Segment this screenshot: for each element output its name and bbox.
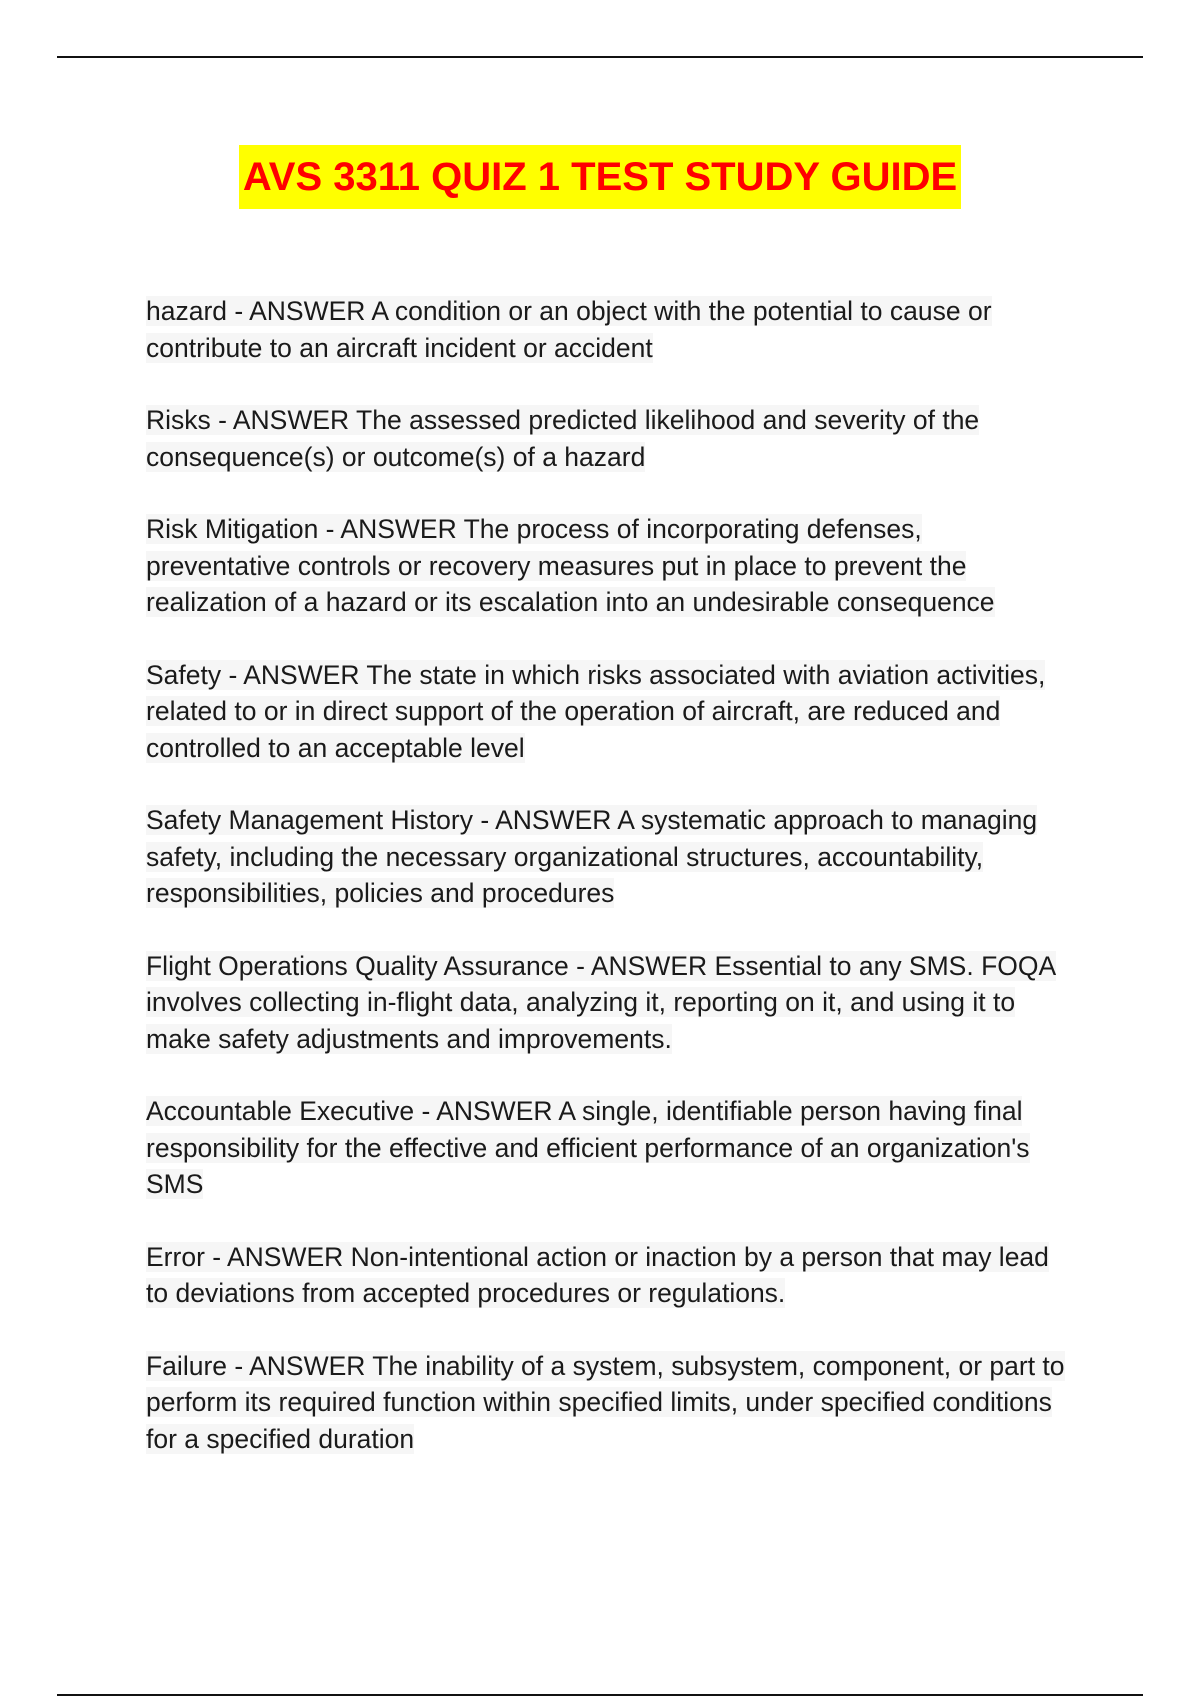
entry-list — [146, 293, 1066, 1493]
entry-text: Safety - ANSWER The state in which risks associated with aviation activities, related to or in direct support of the operation of aircraft, are reduced and controlled to an acceptable level — [146, 659, 1046, 763]
top-rule — [57, 56, 1143, 58]
entry-text: Flight Operations Quality Assurance - ANSWER Essential to any SMS. FOQA involves collecting in-flight data, analyzing it, reporting on it, and using it to make safety adjustments and improvements. — [146, 950, 1057, 1054]
entry-text: Error - ANSWER Non-intentional action or inaction by a person that may lead to deviations from accepted procedures or regulations. — [146, 1241, 1049, 1308]
entry-hazard — [146, 293, 1066, 366]
bottom-rule — [57, 1694, 1143, 1696]
entry-error — [146, 1239, 1066, 1312]
entry-text: Risk Mitigation - ANSWER The process of incorporating defenses, preventative controls or recovery measures put in place to prevent the realization of a hazard or its escalation into an undesirable consequence — [146, 514, 995, 617]
entry-text: hazard - ANSWER A condition or an object with the potential to cause or contribute to an aircraft incident or accident — [146, 296, 992, 363]
document-title: AVS 3311 QUIZ 1 TEST STUDY GUIDE — [239, 145, 961, 209]
entry-risks — [146, 402, 1066, 475]
entry-safety — [146, 657, 1066, 767]
entry-accountable-executive — [146, 1093, 1066, 1203]
entry-safety-management-history — [146, 802, 1066, 912]
entry-risk-mitigation — [146, 511, 1066, 621]
entry-text: Failure - ANSWER The inability of a system, subsystem, component, or part to perform its required function within specified limits, under specified conditions for a specified duration — [146, 1350, 1065, 1454]
entry-foqa — [146, 948, 1066, 1058]
entry-text: Safety Management History - ANSWER A systematic approach to managing safety, including the necessary organizational structures, accountability, responsibilities, policies and procedures — [146, 805, 1038, 908]
entry-text: Accountable Executive - ANSWER A single, identifiable person having final responsibility for the effective and efficient performance of an organization's SMS — [146, 1096, 1030, 1199]
entry-text: Risks - ANSWER The assessed predicted likelihood and severity of the consequence(s) or outcome(s) of a hazard — [146, 405, 980, 472]
title-container — [0, 145, 1200, 209]
entry-failure — [146, 1348, 1066, 1458]
